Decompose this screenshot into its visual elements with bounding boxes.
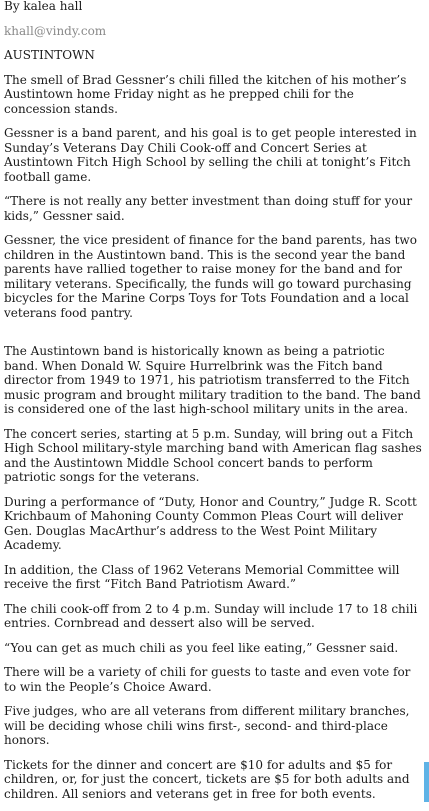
paragraph-7: During a performance of “Duty, Honor and Country,” Judge R. Scott Krichbaum of Mahoning County Common Pleas Court will deliver Gen. Douglas MacArthur’s address to the West Point Military Academy.	[4, 494, 417, 552]
paragraph-12: Five judges, who are all veterans from different military branches, will be deciding whose chili wins first-, second- and third-place honors.	[4, 704, 410, 747]
scroll-tab[interactable]	[424, 762, 429, 802]
paragraph-4: Gessner, the vice president of finance for the band parents, has two children in the Austintown band. This is the second year the band parents have rallied together to raise money for the band and for military veterans. Specifically, the funds will go toward purchasing bicycles for the Marine Corps Toys for Tots Foundation and a local veterans food pantry.	[4, 233, 417, 320]
paragraph-10: “You can get as much chili as you feel like eating,” Gessner said.	[4, 640, 399, 655]
article	[4, 0, 422, 811]
paragraph-3: “There is not really any better investment than doing stuff for your kids,” Gessner said.	[4, 194, 413, 223]
paragraph-2: Gessner is a band parent, and his goal is to get people interested in Sunday’s Veterans Day Chili Cook-off and Concert Series at Austintown Fitch High School by selling the chili at tonight’s Fitch football game.	[4, 126, 417, 184]
paragraph-9: The chili cook-off from 2 to 4 p.m. Sunday will include 17 to 18 chili entries. Cornbread and dessert also will be served.	[4, 601, 418, 630]
paragraph-1: The smell of Brad Gessner’s chili filled the kitchen of his mother’s Austintown home Friday night as he prepped chili for the concession stands.	[4, 72, 407, 116]
paragraph-6: The concert series, starting at 5 p.m. Sunday, will bring out a Fitch High School military-style marching band with American flag sashes and the Austintown Middle School concert bands to perform patriotic songs for the veterans.	[4, 426, 422, 484]
byline: By kalea hall	[4, 0, 83, 13]
paragraph-8: In addition, the Class of 1962 Veterans Memorial Committee will receive the first “Fitch Band Patriotism Award.”	[4, 562, 400, 591]
author-email-link[interactable]: khall@vindy.com	[4, 23, 107, 38]
dateline: AUSTINTOWN	[4, 48, 95, 62]
paragraph-13: Tickets for the dinner and concert are $10 for adults and $5 for children, or, for just the concert, tickets are $5 for both adults and children. All seniors and veterans get in free for both events.	[4, 757, 410, 801]
paragraph-5: The Austintown band is historically known as being a patriotic band. When Donald W. Squire Hurrelbrink was the Fitch band director from 1949 to 1971, his patriotism transferred to the Fitch music program and brought military tradition to the band. The band is considered one of the last high-school military units in the area.	[4, 344, 421, 416]
paragraph-11: There will be a variety of chili for guests to taste and even vote for to win the People’s Choice Award.	[4, 665, 411, 694]
